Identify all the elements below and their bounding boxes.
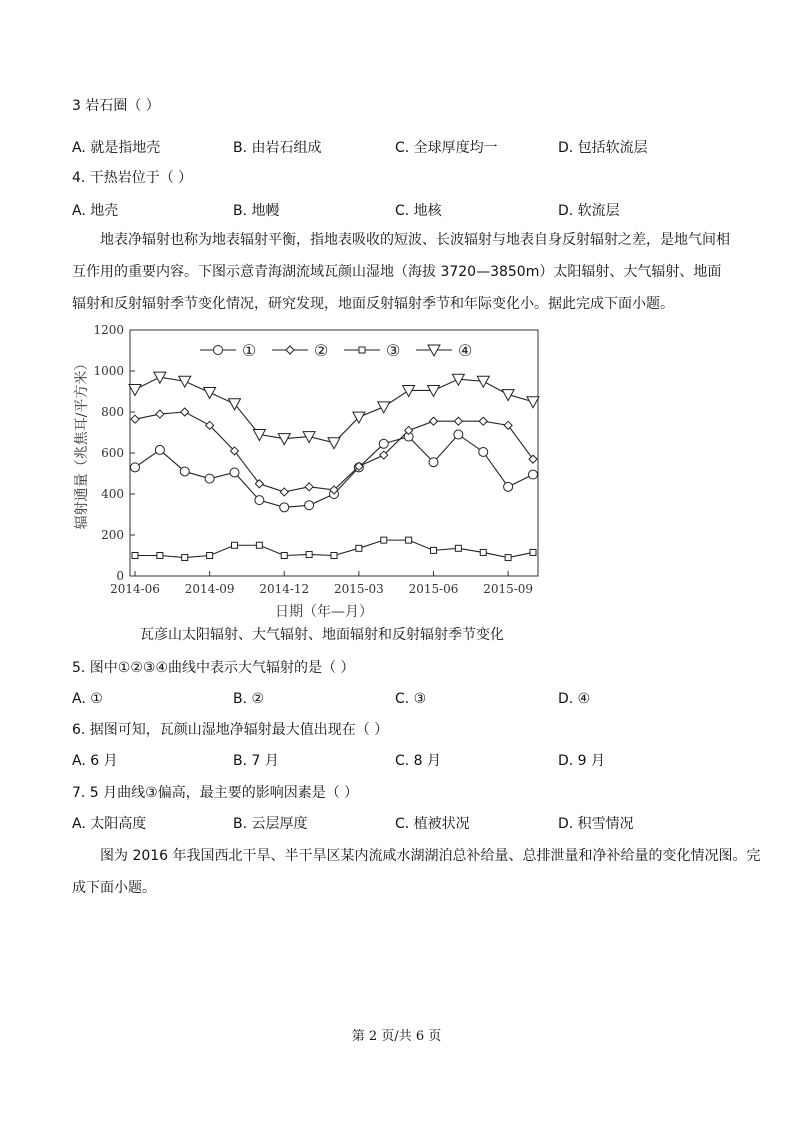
series-1-point: [305, 501, 314, 510]
x-tick-label: 2014-06: [110, 582, 160, 596]
chart-caption: 瓦彦山太阳辐射、大气辐射、地面辐射和反射辐射季节变化: [140, 627, 504, 643]
radiation-line-chart: [68, 320, 548, 620]
series-4-point: [378, 402, 390, 413]
y-tick-label: 1000: [93, 364, 124, 378]
option-c: C. 植被状况: [395, 816, 470, 832]
series-2-point: [504, 421, 512, 429]
x-tick-label: 2015-03: [333, 582, 384, 596]
series-2-point: [430, 417, 438, 425]
question-7-stem: 7. 5 月曲线③偏高，最主要的影响因素是（ ）: [72, 785, 359, 801]
legend-marker-2: [286, 346, 294, 354]
series-1-point: [504, 482, 513, 491]
series-2-point: [280, 488, 288, 496]
option-c: C. ③: [395, 691, 427, 707]
plot-frame: [130, 330, 538, 576]
legend-marker-3: [359, 347, 365, 353]
series-line-4: [135, 377, 533, 443]
series-4-point: [129, 384, 141, 395]
series-3-point: [132, 553, 138, 559]
x-tick-label: 2014-12: [259, 582, 310, 596]
series-line-2: [135, 412, 533, 492]
x-axis-label: 日期（年—月）: [275, 604, 373, 620]
series-2-point: [529, 455, 537, 463]
series-3-point: [281, 553, 287, 559]
series-1-point: [379, 439, 388, 448]
y-tick-label: 0: [116, 569, 124, 583]
legend-label-1: ①: [242, 341, 257, 360]
series-1-point: [529, 470, 538, 479]
option-d: D. 积雪情况: [558, 816, 634, 832]
option-c: C. 地核: [395, 203, 442, 219]
legend-label-3: ③: [386, 341, 401, 360]
y-tick-label: 600: [101, 446, 124, 460]
series-1-point: [479, 447, 488, 456]
series-4-point: [527, 397, 539, 408]
option-c: C. 8 月: [395, 753, 442, 769]
passage-net-radiation: 地表净辐射也称为地表辐射平衡，指地表吸收的短波、长波辐射与地表自身反射辐射之差，是地气间相互作用的重要内容。下图示意青海湖流域瓦颜山湿地（海拔 3720—3850m）太阳辐射、大气辐射、地面辐射和反射辐射季节变化情况，研究发现，地面反射辐射季节和年际变化小。据此完成下面小题。: [72, 232, 730, 312]
series-3-point: [306, 551, 312, 557]
series-4-point: [502, 390, 514, 401]
series-3-point: [356, 545, 362, 551]
question-4-options: [72, 201, 732, 221]
option-b: B. 云层厚度: [233, 816, 308, 832]
series-2-point: [454, 417, 462, 425]
series-3-point: [182, 555, 188, 561]
series-3-point: [530, 549, 536, 555]
series-3-point: [381, 537, 387, 543]
x-tick-label: 2015-06: [408, 582, 459, 596]
y-tick-label: 800: [101, 405, 124, 419]
series-1-point: [205, 474, 214, 483]
series-3-point: [232, 542, 238, 548]
series-4-point: [204, 388, 216, 399]
series-2-point: [156, 410, 164, 418]
series-1-point: [429, 458, 438, 467]
series-3-point: [406, 537, 412, 543]
option-d: D. ④: [558, 691, 591, 707]
series-3-point: [331, 553, 337, 559]
option-d: D. 软流层: [558, 203, 620, 219]
option-a: A. 6 月: [72, 753, 118, 769]
series-3-point: [480, 549, 486, 555]
series-2-point: [305, 483, 313, 491]
question-4-stem: 4. 干热岩位于（ ）: [72, 170, 193, 186]
option-b: B. ②: [233, 691, 265, 707]
legend-marker-1: [214, 346, 223, 355]
x-tick-label: 2014-09: [184, 582, 235, 596]
series-4-point: [328, 438, 340, 449]
series-1-point: [255, 496, 264, 505]
series-1-point: [454, 430, 463, 439]
series-1-point: [131, 463, 140, 472]
series-3-point: [207, 553, 213, 559]
question-6-options: [72, 751, 732, 771]
x-tick-label: 2015-09: [483, 582, 534, 596]
series-3-point: [431, 547, 437, 553]
option-d: D. 9 月: [558, 753, 606, 769]
y-tick-label: 200: [101, 528, 124, 542]
series-3-point: [455, 545, 461, 551]
question-7-options: [72, 814, 732, 834]
legend-label-2: ②: [314, 341, 329, 360]
series-1-point: [280, 503, 289, 512]
series-3-point: [256, 542, 262, 548]
option-d: D. 包括软流层: [558, 140, 648, 156]
series-4-point: [278, 434, 290, 445]
option-b: B. 地幔: [233, 203, 280, 219]
series-4-point: [477, 376, 489, 387]
question-3-stem: 3 岩石圈（ ）: [72, 98, 160, 114]
question-5-options: [72, 689, 732, 709]
series-1-point: [230, 468, 239, 477]
option-a: A. 地壳: [72, 203, 119, 219]
question-3-options: [72, 138, 732, 158]
series-1-point: [180, 467, 189, 476]
legend-label-4: ④: [458, 341, 473, 360]
page-number: 第 2 页/共 6 页: [351, 1029, 442, 1044]
series-3-point: [157, 553, 163, 559]
question-5-stem: 5. 图中①②③④曲线中表示大气辐射的是（ ）: [72, 660, 355, 676]
option-b: B. 由岩石组成: [233, 140, 322, 156]
y-axis-label: 辐射通量（兆焦耳/平方米）: [74, 356, 90, 530]
series-1-point: [155, 445, 164, 454]
y-tick-label: 1200: [93, 323, 124, 337]
passage-salt-lake: 图为 2016 年我国西北干旱、半干旱区某内流咸水湖湖泊总补给量、总排泄量和净补给量的变化情况图。完成下面小题。: [72, 848, 761, 896]
option-b: B. 7 月: [233, 753, 279, 769]
series-2-point: [131, 415, 139, 423]
series-2-point: [479, 417, 487, 425]
option-c: C. 全球厚度均一: [395, 140, 498, 156]
series-3-point: [505, 555, 511, 561]
series-2-point: [181, 408, 189, 416]
y-tick-label: 400: [101, 487, 124, 501]
option-a: A. 就是指地壳: [72, 140, 161, 156]
question-6-stem: 6. 据图可知，瓦颜山湿地净辐射最大值出现在（ ）: [72, 722, 389, 738]
option-a: A. 太阳高度: [72, 816, 147, 832]
option-a: A. ①: [72, 691, 103, 707]
series-4-point: [179, 376, 191, 387]
